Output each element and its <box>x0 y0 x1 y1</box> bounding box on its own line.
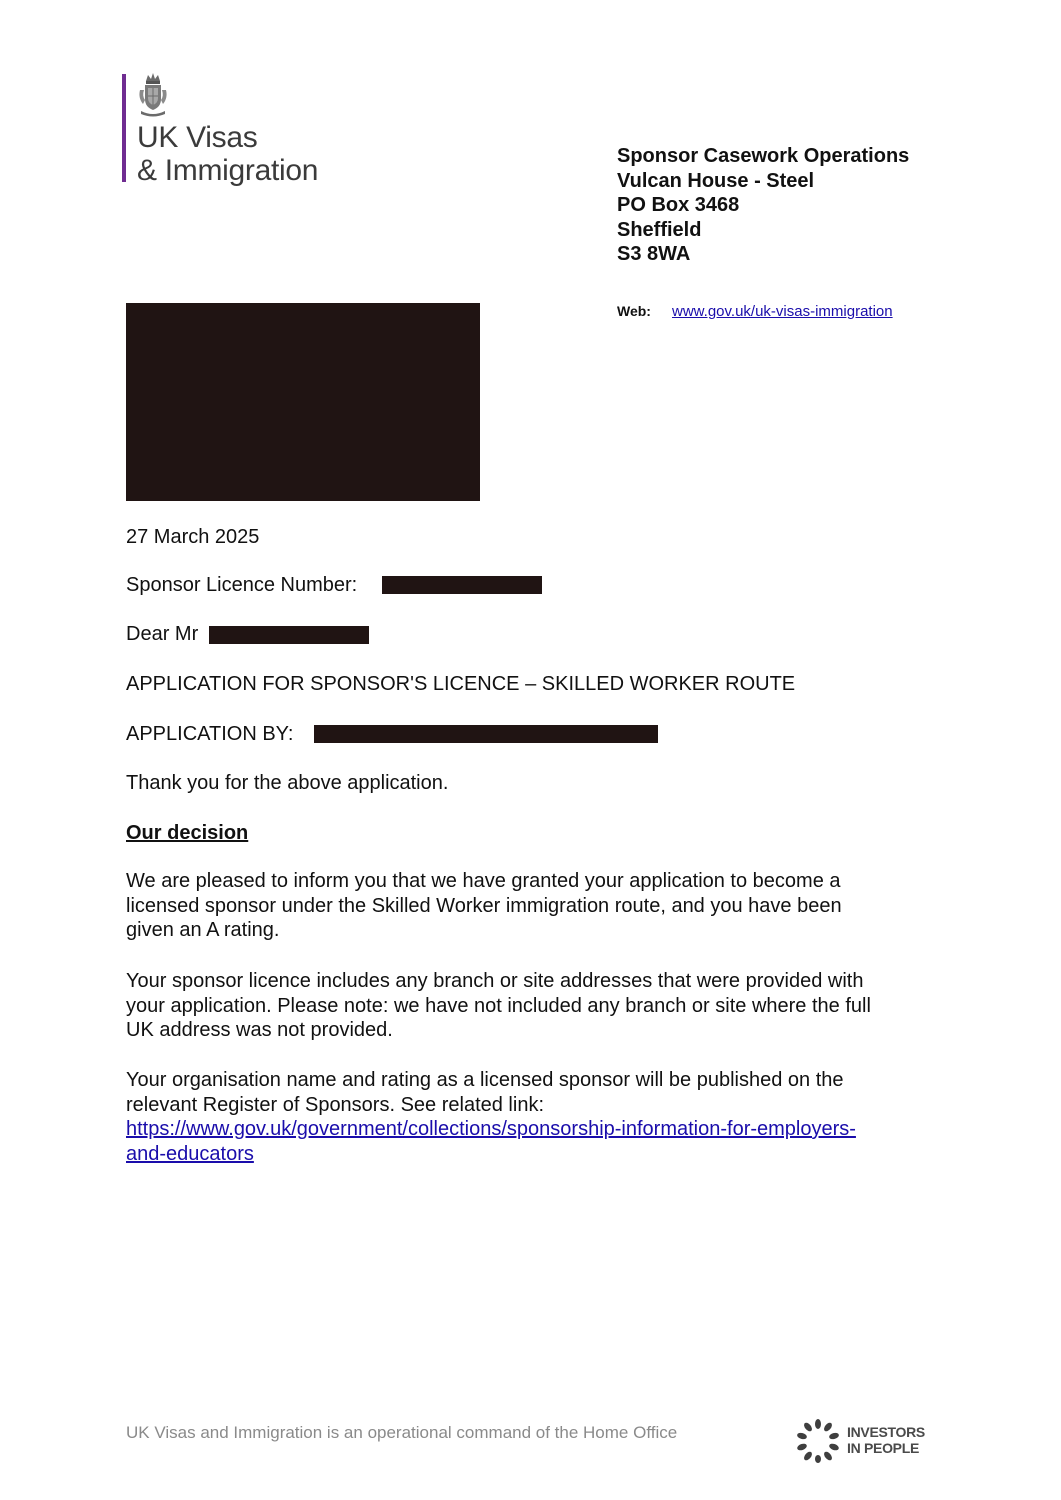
address-line: Vulcan House - Steel <box>617 169 815 192</box>
address-line: Sponsor Casework Operations <box>617 145 910 167</box>
badge-line: IN PEOPLE <box>847 1440 919 1456</box>
decision-heading: Our decision <box>126 822 249 844</box>
web-label: Web: <box>617 303 651 319</box>
paragraph-line: Your organisation name and rating as a licensed sponsor will be published on the <box>126 1069 844 1091</box>
address-line: Sheffield <box>617 218 702 241</box>
redacted-applicant-name <box>314 725 658 743</box>
paragraph-line: relevant Register of Sponsors. See related link: <box>126 1093 544 1116</box>
paragraph-line: UK address was not provided. <box>126 1019 393 1041</box>
application-by-label: APPLICATION BY: <box>126 723 294 745</box>
redacted-licence-number <box>382 576 542 594</box>
paragraph-line: your application. Please note: we have not included any branch or site where the full <box>126 994 871 1017</box>
sender-address <box>617 144 909 267</box>
branch-paragraph <box>126 969 946 1043</box>
paragraph-line: We are pleased to inform you that we have granted your application to become a <box>126 870 841 892</box>
decision-paragraph <box>126 869 946 943</box>
laurel-wreath-icon <box>796 1419 840 1463</box>
logo-title-line1: UK Visas <box>137 121 258 154</box>
redacted-recipient-name <box>209 626 369 644</box>
royal-crest-icon <box>136 72 170 118</box>
thanks-line: Thank you for the above application. <box>126 772 449 794</box>
salutation: Dear Mr <box>126 623 199 645</box>
register-link-continued[interactable]: and-educators <box>126 1142 254 1165</box>
badge-line: INVESTORS <box>847 1424 925 1440</box>
investors-in-people-badge <box>847 1424 925 1456</box>
letter-subject: APPLICATION FOR SPONSOR'S LICENCE – SKILLED WORKER ROUTE <box>126 673 796 695</box>
register-link[interactable]: https://www.gov.uk/government/collections/sponsorship-information-for-employers- <box>126 1118 856 1140</box>
paragraph-line: given an A rating. <box>126 919 280 941</box>
licence-number-label: Sponsor Licence Number: <box>126 574 358 596</box>
letter-date: 27 March 2025 <box>126 526 260 548</box>
logo-title-line2: & Immigration <box>137 154 319 187</box>
paragraph-line: Your sponsor licence includes any branch or site addresses that were provided with <box>126 970 864 992</box>
footer-note: UK Visas and Immigration is an operational command of the Home Office <box>126 1423 678 1442</box>
address-line: PO Box 3468 <box>617 194 740 216</box>
redacted-recipient-address <box>126 303 480 501</box>
web-link[interactable]: www.gov.uk/uk-visas-immigration <box>672 303 893 320</box>
paragraph-line: licensed sponsor under the Skilled Worker immigration route, and you have been <box>126 894 842 917</box>
register-paragraph <box>126 1068 946 1166</box>
address-postcode: S3 8WA <box>617 243 691 265</box>
logo-accent-bar <box>122 74 126 182</box>
